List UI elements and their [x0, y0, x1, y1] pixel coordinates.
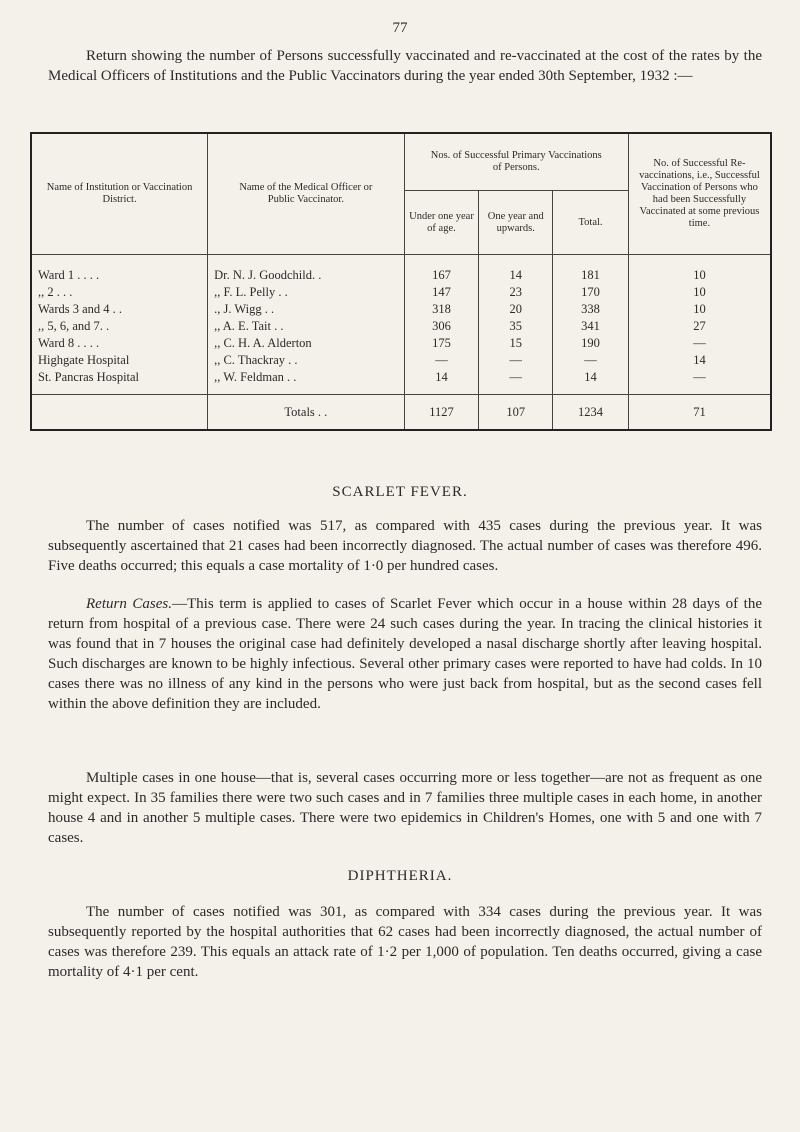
cell-revacc: 10 — [628, 284, 771, 301]
cell-total: 14 — [553, 369, 629, 395]
header-under-one: Under one year of age. — [404, 191, 479, 255]
cell-one-up: 15 — [479, 335, 553, 352]
header-district: Name of Institution or Vaccination District. — [31, 133, 208, 255]
cell-revacc: 10 — [628, 255, 771, 285]
cell-district: Wards 3 and 4 . . — [31, 301, 208, 318]
cell-revacc: 10 — [628, 301, 771, 318]
table-row — [31, 335, 771, 352]
header-officer: Name of the Medical Officer or Public Vaccinator. — [208, 133, 405, 255]
table-row — [31, 284, 771, 301]
cell-under-one: 167 — [404, 255, 479, 285]
cell-total: 341 — [553, 318, 629, 335]
cell-one-up: — — [479, 352, 553, 369]
cell-district: Highgate Hospital — [31, 352, 208, 369]
vaccination-table — [30, 132, 772, 431]
diphtheria-heading: DIPHTHERIA. — [347, 868, 453, 884]
cell-total: 338 — [553, 301, 629, 318]
cell-under-one: 318 — [404, 301, 479, 318]
cell-one-up: 23 — [479, 284, 553, 301]
table-row — [31, 301, 771, 318]
cell-officer: ,, F. L. Pelly . . — [208, 284, 405, 301]
cell-total: — — [553, 352, 629, 369]
cell-one-up: — — [479, 369, 553, 395]
cell-one-up: 20 — [479, 301, 553, 318]
total-revacc: 71 — [628, 395, 771, 431]
cell-district: ,, 2 . . . — [31, 284, 208, 301]
cell-total: 190 — [553, 335, 629, 352]
cell-revacc: 27 — [628, 318, 771, 335]
cell-under-one: 175 — [404, 335, 479, 352]
cell-officer: ., J. Wigg . . — [208, 301, 405, 318]
cell-revacc: — — [628, 369, 771, 395]
return-cases-text: —This term is applied to cases of Scarlet Fever which occur in a house within 28 days of the return from hospital of a previous case. There were 24 such cases during the year. In tracing the clinical histories it was found that in 7 houses the original case had definitely developed a nasal discharge shortly after leaving hospital. Such discharges are known to be highly infectious. Several other primary cases were reported to have had colds. In 10 cases there was no illness of any kind in the persons who were just back from hospital, but as the second cases fell within the above definition they are included. — [48, 596, 762, 712]
cell-district: St. Pancras Hospital — [31, 369, 208, 395]
cell-officer: ,, A. E. Tait . . — [208, 318, 405, 335]
cell-one-up: 35 — [479, 318, 553, 335]
totals-row — [31, 395, 771, 431]
totals-label: Totals . . — [208, 395, 405, 431]
return-cases-paragraph — [48, 594, 762, 714]
multiple-cases-paragraph: Multiple cases in one house—that is, several cases occurring more or less together—are not as frequent as one might expect. In 35 families there were two such cases and in 7 families three multiple cases in each home, in another house 4 and in another 5 multiple cases. There were two epidemics in Children's Homes, one with 5 and one with 7 cases. — [48, 770, 762, 846]
cell-total: 181 — [553, 255, 629, 285]
total-total: 1234 — [553, 395, 629, 431]
header-one-up: One year and upwards. — [479, 191, 553, 255]
return-cases-lead: Return Cases. — [86, 596, 172, 612]
cell-revacc: — — [628, 335, 771, 352]
header-primary-group: Nos. of Successful Primary Vaccinations of Persons. — [404, 133, 628, 191]
cell-under-one: — — [404, 352, 479, 369]
header-revaccinations: No. of Successful Re-vaccinations, i.e., Successful Vaccination of Persons who had been Successfully Vaccinated at some previous time. — [628, 133, 771, 255]
diphtheria-paragraph: The number of cases notified was 301, as compared with 334 cases during the previous year. It was subsequently reported by the hospital authorities that 62 cases had been incorrectly diagnosed, the actual number of cases was therefore 239. This equals an attack rate of 1·2 per 1,000 of population. Ten deaths occurred, giving a case mortality of 4·1 per cent. — [48, 904, 762, 980]
intro-paragraph: Return showing the number of Persons successfully vaccinated and re-vaccinated at the cost of the rates by the Medical Officers of Institutions and the Public Vaccinators during the year ended 30th September, 1932 :— — [48, 48, 762, 84]
cell-officer: ,, C. H. A. Alderton — [208, 335, 405, 352]
table-row — [31, 369, 771, 395]
table-row — [31, 318, 771, 335]
cell-officer: ,, W. Feldman . . — [208, 369, 405, 395]
cell-under-one: 306 — [404, 318, 479, 335]
cell-district: Ward 1 . . . . — [31, 255, 208, 285]
table-row — [31, 255, 771, 285]
cell-total: 170 — [553, 284, 629, 301]
total-under-one: 1127 — [404, 395, 479, 431]
cell-district: Ward 8 . . . . — [31, 335, 208, 352]
scarlet-fever-heading: SCARLET FEVER. — [332, 484, 468, 500]
cell-one-up: 14 — [479, 255, 553, 285]
cell-district: ,, 5, 6, and 7. . — [31, 318, 208, 335]
page-number: 77 — [392, 20, 408, 36]
total-one-up: 107 — [479, 395, 553, 431]
cell-officer: Dr. N. J. Goodchild. . — [208, 255, 405, 285]
cell-officer: ,, C. Thackray . . — [208, 352, 405, 369]
header-total: Total. — [553, 191, 629, 255]
table-row — [31, 352, 771, 369]
cell-under-one: 147 — [404, 284, 479, 301]
cell-revacc: 14 — [628, 352, 771, 369]
cell-under-one: 14 — [404, 369, 479, 395]
scarlet-fever-paragraph-1: The number of cases notified was 517, as compared with 435 cases during the previous year. It was subsequently ascertained that 21 cases had been incorrectly diagnosed. The actual number of cases was therefore 496. Five deaths occurred; this equals a case mortality of 1·0 per hundred cases. — [48, 518, 762, 574]
